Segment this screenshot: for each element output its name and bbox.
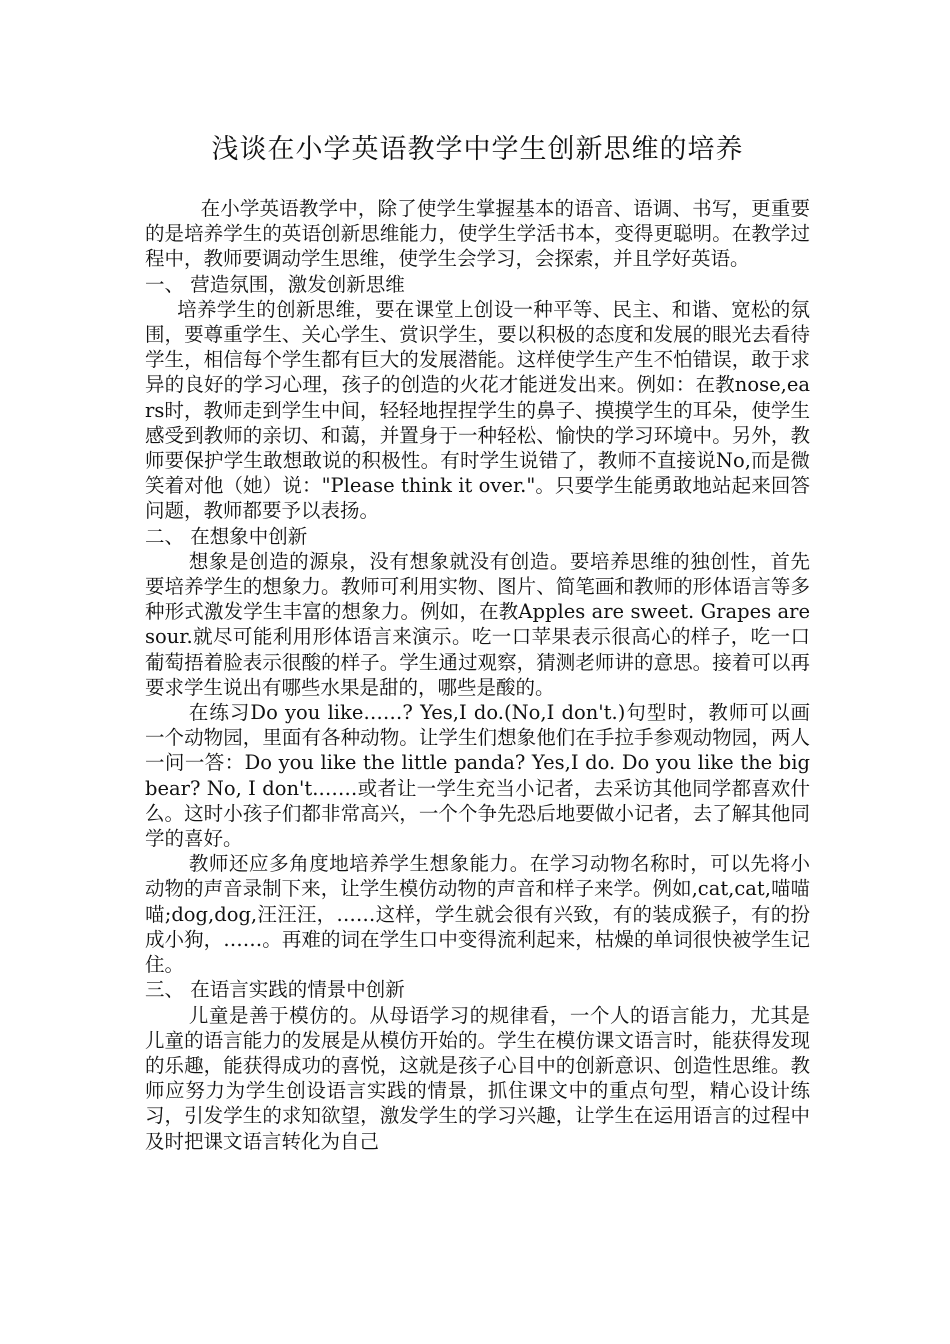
section-2-paragraph-3: 教师还应多角度地培养学生想象能力。在学习动物名称时，可以先将小动物的声音录制下来，让学生模仿动物的声音和样子来学。例如,cat,cat,喵喵喵;dog,dog,汪汪汪，……这样，学生就会很有兴致，有的装成猴子，有的扮成小狗，……。再难的词在学生口中变得流利起来，枯燥的单词很快被学生记住。 <box>145 852 810 977</box>
section-1-heading: 一、 营造氛围，激发创新思维 <box>145 272 405 296</box>
section-3-heading: 三、 在语言实践的情景中创新 <box>145 978 405 1002</box>
section-2-paragraph-1: 想象是创造的源泉，没有想象就没有创造。要培养思维的独创性，首先要培养学生的想象力。教师可利用实物、图片、简笔画和教师的形体语言等多种形式激发学生丰富的想象力。例如，在教Apples are sweet. Grapes are sour.就尽可能利用形体语言来演示。吃一口苹果表示很高心的样子，吃一口葡萄捂着脸表示很酸的样子。学生通过观察，猜测老师讲的意思。接着可以再要求学生说出有哪些水果是甜的，哪些是酸的。 <box>145 549 810 699</box>
section-3-paragraph-1: 儿童是善于模仿的。从母语学习的规律看，一个人的语言能力，尤其是儿童的语言能力的发展是从模仿开始的。学生在模仿课文语言时，能获得发现的乐趣，能获得成功的喜悦，这就是孩子心目中的创新意识、创造性思维。教师应努力为学生创设语言实践的情景，抓住课文中的重点句型，精心设计练习，引发学生的求知欲望，激发学生的学习兴趣，让学生在运用语言的过程中及时把课文语言转化为自己 <box>145 1003 810 1153</box>
intro-paragraph: 在小学英语教学中，除了使学生掌握基本的语音、语调、书写，更重要的是培养学生的英语创新思维能力，使学生学活书本，变得更聪明。在教学过程中，教师要调动学生思维，使学生会学习，会探索，并且学好英语。 <box>145 197 810 271</box>
section-1-paragraph-1: 培养学生的创新思维，要在课堂上创设一种平等、民主、和谐、宽松的氛围，要尊重学生、关心学生、赏识学生，要以积极的态度和发展的眼光去看待学生，相信每个学生都有巨大的发展潜能。这样使学生产生不怕错误，敢于求异的良好的学习心理，孩子的创造的火花才能迸发出来。例如：在教nose,ears时，教师走到学生中间，轻轻地捏捏学生的鼻子、摸摸学生的耳朵，使学生感受到教师的亲切、和蔼，并置身于一种轻松、愉快的学习环境中。另外，教师要保护学生敢想敢说的积极性。有时学生说错了，教师不直接说No,而是微笑着对他（她）说："Please think it over."。只要学生能勇敢地站起来回答问题，教师都要予以表扬。 <box>145 297 810 523</box>
section-2-paragraph-2: 在练习Do you like……? Yes,I do.(No,I don't.)句型时，教师可以画一个动物园，里面有各种动物。让学生们想象他们在手拉手参观动物园，两人一问一答：Do you like the little panda? Yes,I do. Do you like the big bear? No, I don't.……或者让一学生充当小记者，去采访其他同学都喜欢什么。这时小孩子们都非常高兴，一个个争先恐后地要做小记者，去了解其他同学的喜好。 <box>145 701 810 851</box>
document-page <box>145 128 810 1154</box>
document-title: 浅谈在小学英语教学中学生创新思维的培养 <box>211 134 744 165</box>
section-2-heading: 二、 在想象中创新 <box>145 524 308 548</box>
